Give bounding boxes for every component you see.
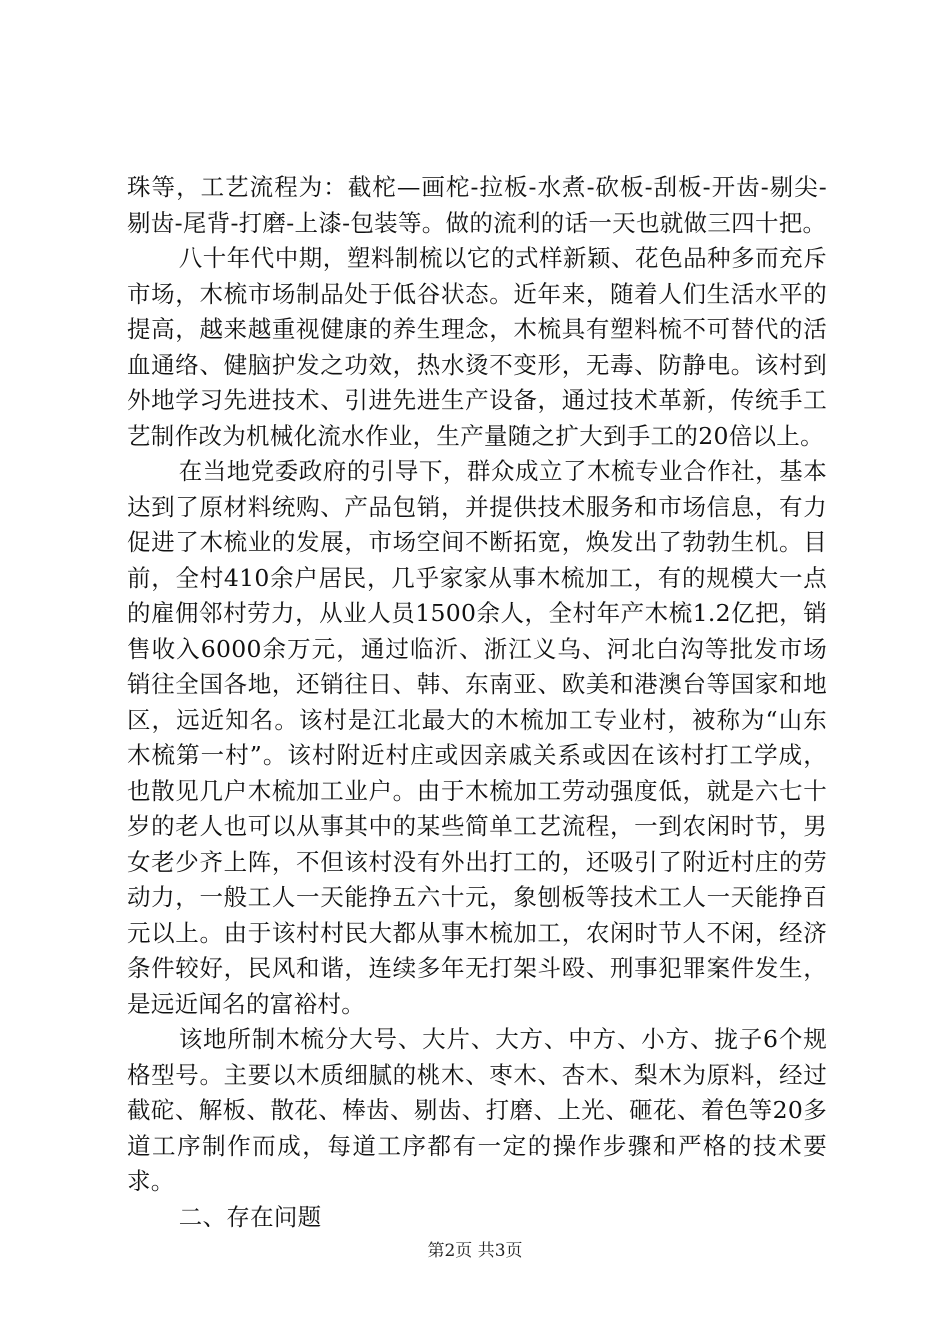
paragraph-process-flow: 珠等，工艺流程为：截柁—画柁-拉板-水煮-砍板-刮板-开齿-剔尖-剔齿-尾背-打磨-上漆-包装等。做的流利的话一天也就做三四十把。 <box>127 173 827 237</box>
page-number-footer: 第2页 共3页 <box>427 1241 523 1261</box>
section-heading-problems: 二、存在问题 <box>178 1202 322 1231</box>
document-body <box>127 170 827 1235</box>
paragraph-cooperative-development: 在当地党委政府的引导下，群众成立了木梳专业合作社，基本达到了原材料统购、产品包销，并提供技术服务和市场信息，有力促进了木梳业的发展，市场空间不断拓宽，焕发出了勃勃生机。目前，全村410余户居民，几乎家家从事木梳加工，有的规模大一点的雇佣邻村劳力，从业人员1500余人，全村年产木梳1.2亿把，销售收入6000余万元，通过临沂、浙江义乌、河北白沟等批发市场销往全国各地，还销往日、韩、东南亚、欧美和港澳台等国家和地区，远近知名。该村是江北最大的木梳加工专业村，被称为“山东木梳第一村”。该村附近村庄或因亲戚关系或因在该村打工学成，也散见几户木梳加工业户。由于木梳加工劳动强度低，就是六七十岁的老人也可以从事其中的某些简单工艺流程，一到农闲时节，男女老少齐上阵，不但该村没有外出打工的，还吸引了附近村庄的劳动力，一般工人一天能挣五六十元，象刨板等技术工人一天能挣百元以上。由于该村村民大都从事木梳加工，农闲时节人不闲，经济条件较好，民风和谐，连续多年无打架斗殴、刑事犯罪案件发生，是远近闻名的富裕村。 <box>127 457 827 1018</box>
paragraph-market-history: 八十年代中期，塑料制梳以它的式样新颖、花色品种多而充斥市场，木梳市场制品处于低谷状态。近年来，随着人们生活水平的提高，越来越重视健康的养生理念，木梳具有塑料梳不可替代的活血通络、健脑护发之功效，热水烫不变形，无毒、防静电。该村到外地学习先进技术、引进先进生产设备，通过技术革新，传统手工艺制作改为机械化流水作业，生产量随之扩大到手工的20倍以上。 <box>127 244 827 450</box>
paragraph-product-specifications: 该地所制木梳分大号、大片、大方、中方、小方、拢子6个规格型号。主要以木质细腻的桃木、枣木、杏木、梨木为原料，经过截砣、解板、散花、棒齿、剔齿、打磨、上光、砸花、着色等20多道工序制作而成，每道工序都有一定的操作步骤和严格的技术要求。 <box>127 1025 827 1195</box>
